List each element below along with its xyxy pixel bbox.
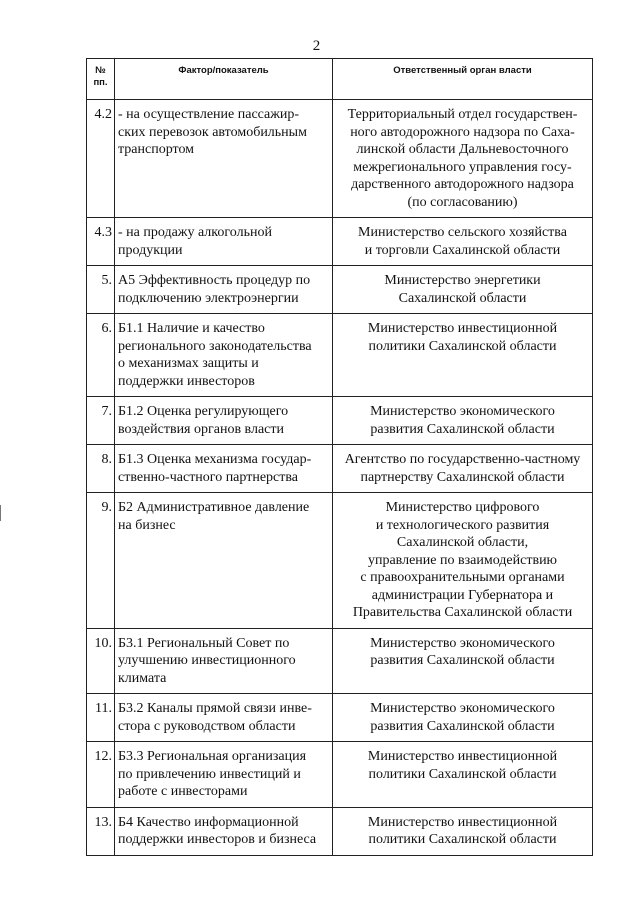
factor-line: Б1.3 Оценка механизма государ- <box>118 452 312 467</box>
row-number: 4.3 <box>87 218 115 266</box>
row-number: 5. <box>87 266 115 314</box>
table-row <box>87 493 593 629</box>
table-row <box>87 445 593 493</box>
factor-line: Б3.3 Региональная организация <box>118 749 307 764</box>
organ-line: политики Сахалинской области <box>368 338 557 354</box>
factor-cell <box>115 218 333 266</box>
organ-line: Министерство экономического <box>370 404 555 419</box>
row-number: 10. <box>87 628 115 694</box>
factor-line: подключению электроэнергии <box>118 290 299 306</box>
organ-cell <box>333 314 593 397</box>
row-number: 8. <box>87 445 115 493</box>
organ-line: Министерство инвестиционной <box>367 814 558 830</box>
organ-line: Министерство энергетики <box>384 273 541 288</box>
organ-line: и торговли Сахалинской области <box>364 242 561 258</box>
organ-line: межрегионального управления госу- <box>353 159 572 175</box>
table-row <box>87 742 593 808</box>
row-number: 7. <box>87 397 115 445</box>
organ-cell <box>333 742 593 808</box>
factor-cell <box>115 445 333 493</box>
factor-line: стора с руководством области <box>118 718 296 734</box>
organ-line: Министерство экономического <box>370 701 555 716</box>
factor-line: улучшению инвестиционного <box>118 653 296 668</box>
header-factor: Фактор/показатель <box>115 59 333 100</box>
factor-line: ских перевозок автомобильным <box>118 124 307 140</box>
organ-line: Министерство инвестиционной <box>367 321 558 336</box>
factor-line: работе с инвесторами <box>118 784 248 799</box>
organ-line: развития Сахалинской области <box>370 718 555 734</box>
table-row <box>87 628 593 694</box>
organ-line: линской области Дальневосточного <box>356 142 569 157</box>
organ-cell <box>333 445 593 493</box>
organ-line: партнерству Сахалинской области <box>360 469 565 485</box>
organ-line: Министерство цифрового <box>385 500 540 515</box>
factor-line: А5 Эффективность процедур по <box>118 273 311 288</box>
row-number: 9. <box>87 493 115 629</box>
factor-line: воздействия органов власти <box>118 421 285 437</box>
organ-line: администрации Губернатора и <box>371 587 554 603</box>
factor-cell <box>115 628 333 694</box>
table-row <box>87 266 593 314</box>
factor-line: Б4 Качество информационной <box>118 814 299 830</box>
organ-line: Правительства Сахалинской области <box>352 605 573 620</box>
factor-line: транспортом <box>118 142 195 157</box>
organ-line: Сахалинской области, <box>396 535 529 550</box>
factor-line: Б1.2 Оценка регулирующего <box>118 404 289 419</box>
organ-line: политики Сахалинской области <box>368 766 557 782</box>
factor-line: о механизмах защиты и <box>118 356 259 371</box>
factor-line: по привлечению инвестиций и <box>118 766 301 782</box>
row-number: 13. <box>87 807 115 855</box>
organ-line: Министерство инвестиционной <box>367 749 558 764</box>
factor-cell <box>115 694 333 742</box>
page-number: 2 <box>312 38 321 54</box>
factor-line: климата <box>118 670 167 686</box>
table-row <box>87 694 593 742</box>
factor-cell <box>115 742 333 808</box>
factor-line: Б1.1 Наличие и качество <box>118 321 265 336</box>
organ-cell <box>333 628 593 694</box>
organ-cell <box>333 807 593 855</box>
table-row <box>87 314 593 397</box>
row-number: 11. <box>87 694 115 742</box>
organ-line: дарственного автодорожного надзора <box>351 177 574 192</box>
factor-line: на бизнес <box>118 517 176 533</box>
table-row <box>87 218 593 266</box>
header-num-line: № <box>95 65 106 76</box>
organ-line: политики Сахалинской области <box>368 832 557 847</box>
table-row <box>87 100 593 218</box>
scan-edge-mark <box>0 505 1 521</box>
organ-line: Министерство сельского хозяйства <box>358 225 567 240</box>
row-number: 12. <box>87 742 115 808</box>
organ-cell <box>333 266 593 314</box>
factor-cell <box>115 100 333 218</box>
organ-line: Территориальный отдел государствен- <box>347 107 578 122</box>
factor-line: продукции <box>118 242 183 258</box>
organ-line: ного автодорожного надзора по Саха- <box>350 124 575 140</box>
organ-line: (по согласованию) <box>407 194 518 210</box>
organ-line: управление по взаимодействию <box>367 552 558 568</box>
organ-cell <box>333 397 593 445</box>
organ-line: и технологического развития <box>375 517 550 533</box>
organ-line: Агентство по государственно-частному <box>344 452 581 467</box>
header-num <box>87 59 115 100</box>
factor-line: регионального законодательства <box>118 338 312 354</box>
responsibility-table <box>86 58 593 856</box>
row-number: 6. <box>87 314 115 397</box>
factor-line: поддержки инвесторов и бизнеса <box>118 832 317 847</box>
factor-cell <box>115 266 333 314</box>
row-number: 4.2 <box>87 100 115 218</box>
table-header-row <box>87 59 593 100</box>
factor-line: Б3.1 Региональный Совет по <box>118 635 290 651</box>
factor-line: Б2 Административное давление <box>118 500 310 515</box>
factor-line: - на продажу алкогольной <box>118 225 272 240</box>
factor-line: - на осуществление пассажир- <box>118 107 300 122</box>
table-row <box>87 807 593 855</box>
factor-cell <box>115 314 333 397</box>
table-row <box>87 397 593 445</box>
organ-line: Министерство экономического <box>370 635 555 651</box>
factor-cell <box>115 397 333 445</box>
organ-cell <box>333 218 593 266</box>
organ-cell <box>333 694 593 742</box>
factor-cell <box>115 493 333 629</box>
factor-line: поддержки инвесторов <box>118 373 255 389</box>
header-num-line: пп. <box>93 77 108 88</box>
factor-line: Б3.2 Каналы прямой связи инве- <box>118 701 312 716</box>
organ-line: развития Сахалинской области <box>370 653 555 668</box>
organ-cell <box>333 100 593 218</box>
organ-line: с правоохранительными органами <box>360 570 565 585</box>
organ-cell <box>333 493 593 629</box>
factor-line: ственно-частного партнерства <box>118 469 299 485</box>
factor-cell <box>115 807 333 855</box>
organ-line: Сахалинской области <box>398 290 527 306</box>
organ-line: развития Сахалинской области <box>370 421 555 437</box>
header-organ: Ответственный орган власти <box>333 59 593 100</box>
